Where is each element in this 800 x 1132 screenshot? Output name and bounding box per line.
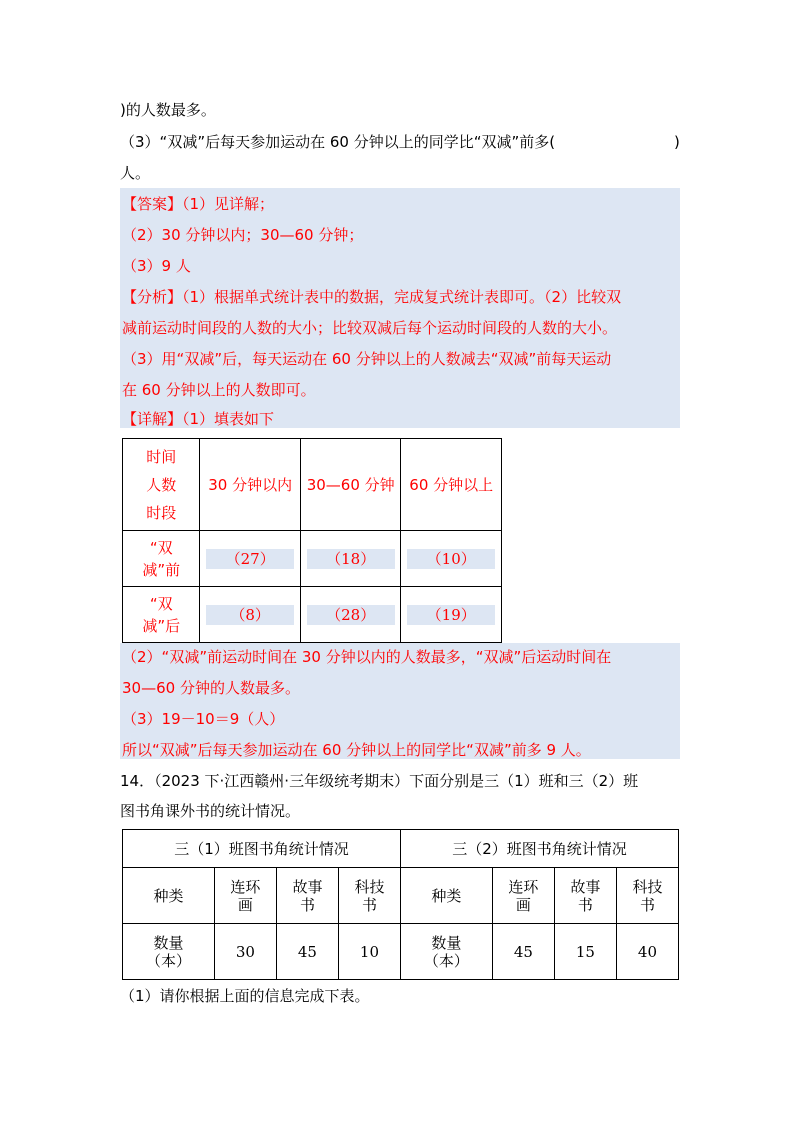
kind-text: 科技 bbox=[632, 877, 663, 896]
table-cell bbox=[300, 587, 401, 643]
answer-value: （8） bbox=[206, 605, 294, 625]
kind-label: 种类 bbox=[123, 868, 215, 924]
kind-header bbox=[214, 868, 276, 924]
kind-text: 连环 bbox=[508, 877, 539, 896]
kind-text: 画 bbox=[237, 895, 253, 914]
corner-label: 时间 bbox=[146, 447, 177, 466]
kind-text: 连环 bbox=[230, 877, 261, 896]
class1-title: 三（1）班图书角统计情况 bbox=[123, 830, 401, 868]
corner-label: 时段 bbox=[146, 503, 177, 522]
question-text: 人。 bbox=[120, 164, 151, 182]
corner-label: 人数 bbox=[146, 475, 177, 494]
class2-title: 三（2）班图书角统计情况 bbox=[400, 830, 678, 868]
table-cell: 45 bbox=[276, 924, 338, 980]
analysis-line: 减前运动时间段的人数的大小；比较双减后每个运动时间段的人数的大小。 bbox=[122, 319, 618, 337]
row-label: 减”后 bbox=[142, 616, 181, 635]
corner-header bbox=[123, 439, 200, 531]
column-header: 30—60 分钟 bbox=[300, 439, 401, 531]
row-header bbox=[123, 587, 200, 643]
column-header: 60 分钟以上 bbox=[401, 439, 502, 531]
qty-text: （本） bbox=[145, 951, 191, 970]
table-cell: 15 bbox=[554, 924, 616, 980]
table-cell bbox=[401, 531, 502, 587]
qty-text: 数量 bbox=[431, 933, 462, 952]
answer-value: （10） bbox=[407, 549, 495, 569]
question-text: ) bbox=[674, 133, 680, 151]
answer-value: （28） bbox=[307, 605, 395, 625]
question-14-text: 14．（2023 下·江西赣州·三年级统考期末）下面分别是三（1）班和三（2）班 bbox=[120, 772, 639, 790]
table-row bbox=[123, 924, 679, 980]
detail-line: 【详解】（1）填表如下 bbox=[122, 410, 275, 428]
qty-label bbox=[400, 924, 492, 980]
answer-value: （18） bbox=[307, 549, 395, 569]
sub-question-text: （1）请你根据上面的信息完成下表。 bbox=[120, 987, 370, 1005]
kind-text: 书 bbox=[577, 895, 593, 914]
detail-line: （3）19－10＝9（人） bbox=[122, 710, 285, 728]
book-stat-table bbox=[122, 829, 679, 980]
table-cell: 40 bbox=[616, 924, 678, 980]
answer-line: （3）9 人 bbox=[122, 257, 191, 275]
kind-label: 种类 bbox=[400, 868, 492, 924]
table-row bbox=[123, 531, 502, 587]
qty-text: 数量 bbox=[153, 933, 184, 952]
table-cell bbox=[401, 587, 502, 643]
question-14-text: 图书角课外书的统计情况。 bbox=[120, 802, 301, 820]
kind-header bbox=[276, 868, 338, 924]
kind-header bbox=[554, 868, 616, 924]
filled-stat-table bbox=[122, 438, 502, 643]
table-cell bbox=[200, 531, 301, 587]
table-row bbox=[123, 587, 502, 643]
table-cell: 45 bbox=[492, 924, 554, 980]
table-cell: 10 bbox=[338, 924, 400, 980]
row-label: “双 bbox=[149, 594, 173, 613]
row-header bbox=[123, 531, 200, 587]
qty-label bbox=[123, 924, 215, 980]
column-header: 30 分钟以内 bbox=[200, 439, 301, 531]
row-label: 减”前 bbox=[142, 560, 181, 579]
answer-line: （2）30 分钟以内；30—60 分钟； bbox=[122, 226, 364, 244]
question-text: （3）“双减”后每天参加运动在 60 分钟以上的同学比“双减”前多( bbox=[120, 133, 556, 151]
qty-text: （本） bbox=[423, 951, 469, 970]
kind-header bbox=[492, 868, 554, 924]
detail-line: 30—60 分钟的人数最多。 bbox=[122, 679, 300, 697]
answer-line: 【答案】（1）见详解； bbox=[122, 195, 275, 213]
analysis-line: 【分析】（1）根据单式统计表中的数据，完成复式统计表即可。（2）比较双 bbox=[122, 288, 622, 306]
kind-text: 故事 bbox=[292, 877, 323, 896]
kind-header bbox=[338, 868, 400, 924]
kind-text: 故事 bbox=[570, 877, 601, 896]
analysis-line: （3）用“双减”后，每天运动在 60 分钟以上的人数减去“双减”前每天运动 bbox=[122, 350, 612, 368]
kind-text: 书 bbox=[639, 895, 655, 914]
analysis-line: 在 60 分钟以上的人数即可。 bbox=[122, 381, 316, 399]
question-text: )的人数最多。 bbox=[120, 101, 216, 119]
detail-line: 所以“双减”后每天参加运动在 60 分钟以上的同学比“双减”前多 9 人。 bbox=[122, 741, 591, 759]
row-label: “双 bbox=[149, 538, 173, 557]
kind-text: 画 bbox=[515, 895, 531, 914]
answer-value: （19） bbox=[407, 605, 495, 625]
kind-text: 书 bbox=[299, 895, 315, 914]
table-cell bbox=[300, 531, 401, 587]
answer-value: （27） bbox=[206, 549, 294, 569]
detail-line: （2）“双减”前运动时间在 30 分钟以内的人数最多，“双减”后运动时间在 bbox=[122, 648, 612, 666]
kind-text: 书 bbox=[361, 895, 377, 914]
table-cell bbox=[200, 587, 301, 643]
kind-text: 科技 bbox=[354, 877, 385, 896]
table-cell: 30 bbox=[214, 924, 276, 980]
kind-header bbox=[616, 868, 678, 924]
